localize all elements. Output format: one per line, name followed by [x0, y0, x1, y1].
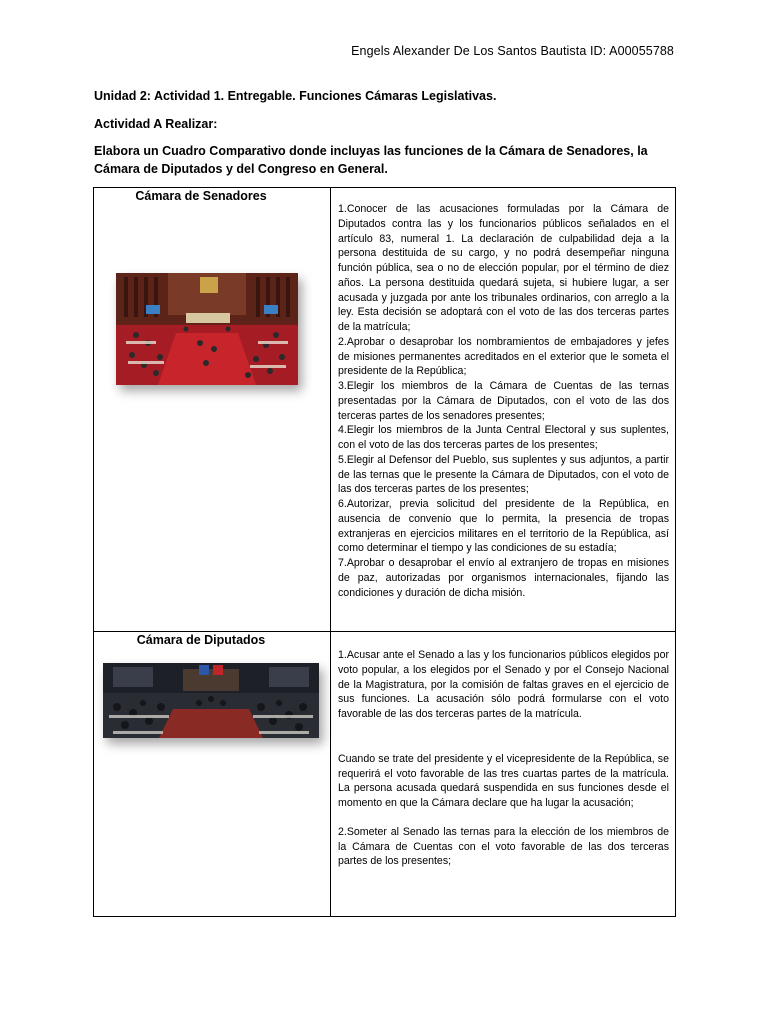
- comparison-table: [93, 187, 676, 917]
- senadores-function: 2.Aprobar o desaprobar los nombramientos de embajadores y jefes de misiones permanentes acreditados en el exterior que le someta el presidente de la República;: [338, 335, 669, 378]
- author-id-header: Engels Alexander De Los Santos Bautista ID: A00055788: [351, 44, 674, 58]
- senadores-heading: Cámara de Senadores: [135, 189, 267, 203]
- senadores-functions-cell: [331, 188, 676, 632]
- diputados-functions-cell: [331, 632, 676, 917]
- document-instruction: Elabora un Cuadro Comparativo donde incluyas las funciones de la Cámara de Senadores, la Cámara de Diputados y del Congreso en General.: [94, 144, 648, 176]
- document-subtitle: Actividad A Realizar:: [94, 117, 218, 131]
- senadores-function: 5.Elegir al Defensor del Pueblo, sus suplentes y sus adjuntos, a partir de las ternas que le presente la Cámara de Diputados, con el voto de las dos terceras partes de los presentes;: [338, 453, 669, 496]
- senate-chamber-photo-graphic: [116, 273, 298, 385]
- diputados-functions-list: [331, 632, 675, 916]
- diputados-heading: Cámara de Diputados: [136, 633, 266, 647]
- deputies-chamber-photo: [103, 663, 319, 738]
- diputados-function-note: Cuando se trate del presidente y el vicepresidente de la República, se requerirá el voto favorable de las tres cuartas partes de la matrícula. La persona acusada quedará suspendida en sus funciones desde el momento en que la Cámara declare que ha lugar la acusación;: [338, 752, 669, 809]
- senadores-function: 4.Elegir los miembros de la Junta Central Electoral y sus suplentes, con el voto de las dos terceras partes de los presentes;: [338, 424, 669, 451]
- senadores-function: 1.Conocer de las acusaciones formuladas por la Cámara de Diputados contra las y los funcionarios públicos señalados en el artículo 83, numeral 1. La declaración de culpabilidad deja a la persona destituida de su cargo, y no podrá desempeñar ninguna función pública, sea o no de elección popular, por el término de diez años. La persona destituida quedará sujeta, si hubiere lugar, a ser acusada y juzgada por ante los tribunales ordinarios, con arreglo a la ley. Esta decisión se adoptará con el voto de las dos terceras partes de la matrícula;: [338, 203, 669, 333]
- document-title: Unidad 2: Actividad 1. Entregable. Funciones Cámaras Legislativas.: [94, 89, 497, 103]
- senadores-functions-list: [331, 188, 675, 631]
- diputados-row: [94, 632, 676, 917]
- diputados-function: 1.Acusar ante el Senado a las y los funcionarios públicos elegidos por voto popular, a los elegidos por el Senado y por el Consejo Nacional de la Magistratura, por la comisión de faltas graves en el ejercicio de sus funciones. La acusación sólo podrá formularse con el voto favorable de las dos terceras partes de la matrícula.: [338, 649, 669, 720]
- diputados-label-cell: [94, 632, 331, 917]
- senadores-function: 3.Elegir los miembros de la Cámara de Cuentas de las ternas presentadas por la Cámara de Diputados, con el voto de las dos terceras partes de los senadores presentes;: [338, 380, 669, 422]
- diputados-function: 2.Someter al Senado las ternas para la elección de los miembros de la Cámara de Cuentas con el voto favorable de las dos terceras partes de los presentes;: [338, 825, 669, 868]
- deputies-chamber-photo-graphic: [103, 663, 319, 738]
- senate-chamber-photo: [116, 273, 298, 385]
- senadores-function: 7.Aprobar o desaprobar el envío al extranjero de tropas en misiones de paz, autorizadas por organismos internacionales, fijando las condiciones y duración de dicha misión.: [338, 557, 669, 599]
- senadores-row: [94, 188, 676, 632]
- senadores-function: 6.Autorizar, previa solicitud del presidente de la República, en ausencia de convenio que lo permita, la presencia de tropas extranjeras en ejercicios militares en el territorio de la República, así como determinar el tiempo y las condiciones de su estadía;: [338, 498, 669, 555]
- senadores-label-cell: [94, 188, 331, 632]
